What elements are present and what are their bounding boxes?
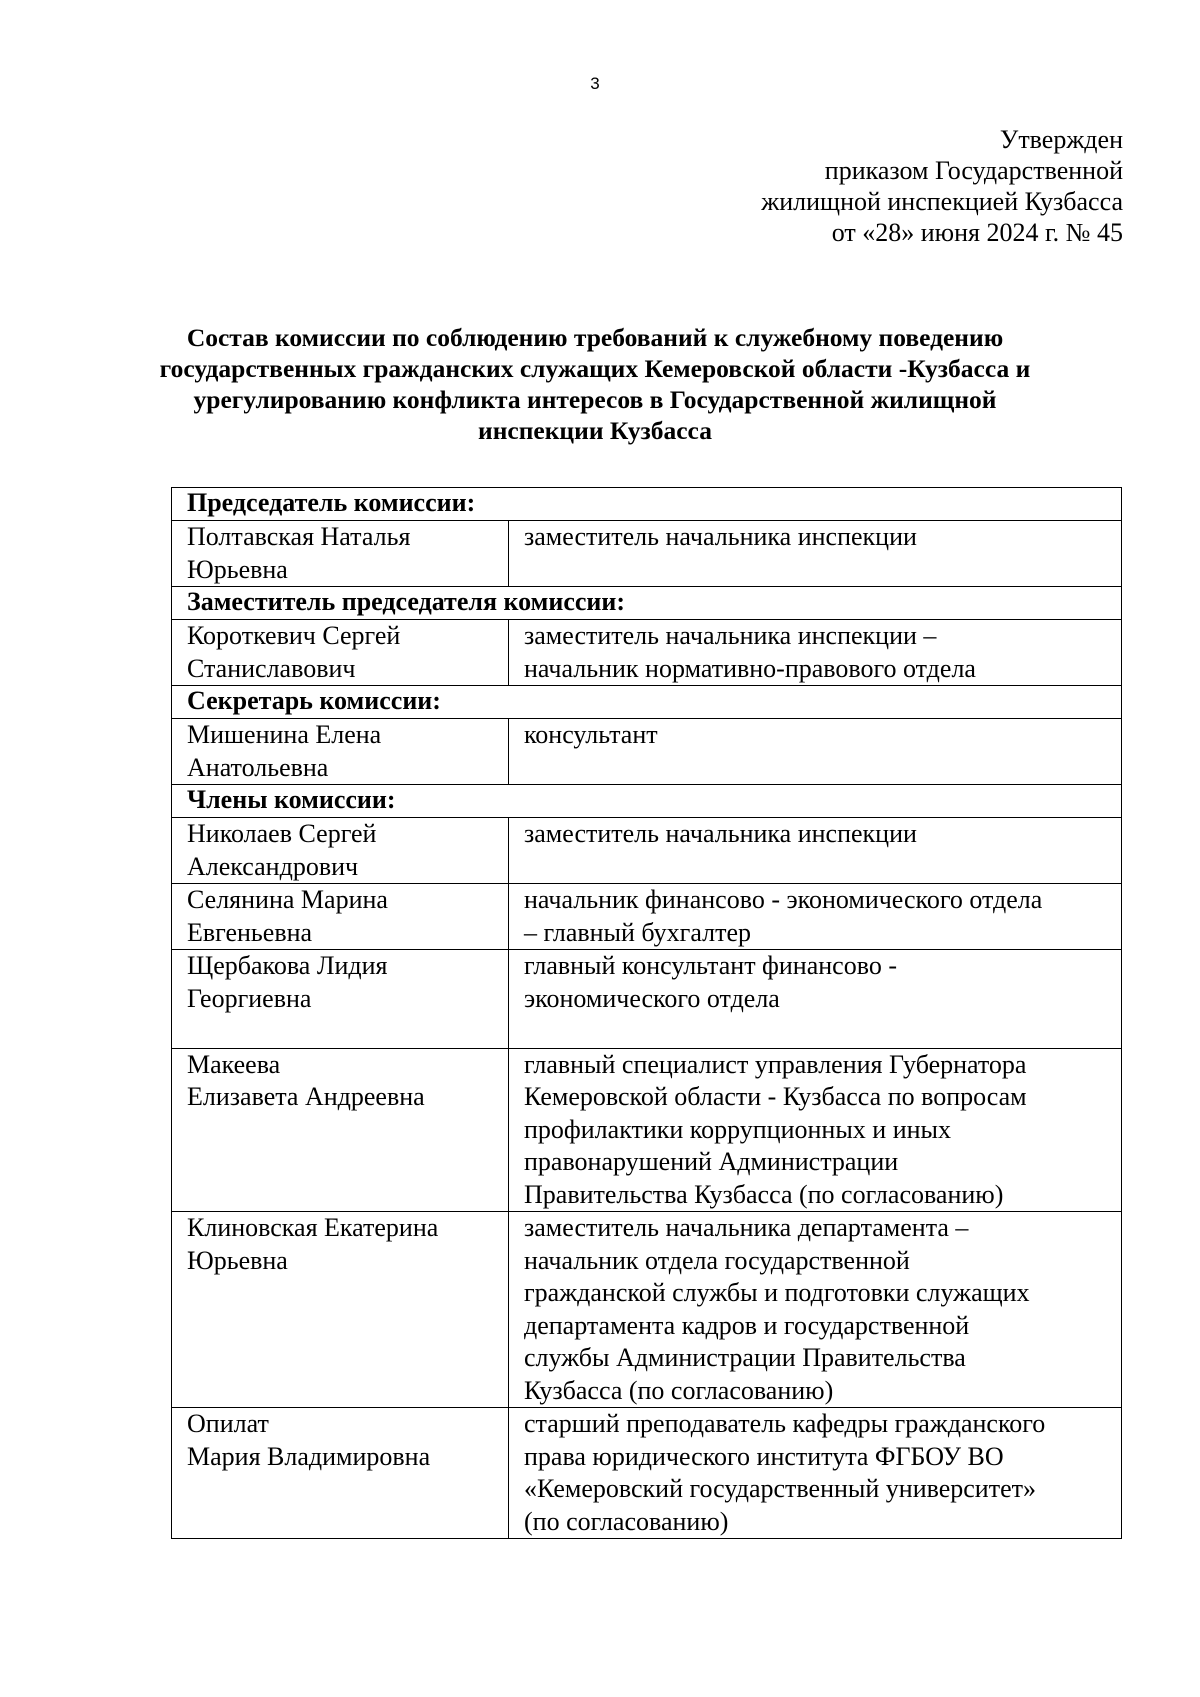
commission-table-body (172, 488, 1122, 1539)
member-position-line: заместитель начальника инспекции (524, 819, 917, 848)
approval-line: жилищной инспекцией Кузбасса (761, 187, 1123, 216)
member-name-line: Николаев Сергей (187, 819, 377, 848)
member-position-line: начальник нормативно-правового отдела (524, 653, 976, 683)
member-position (509, 1048, 1122, 1212)
approval-block (761, 124, 1123, 248)
member-name-line: Евгеньевна (187, 917, 313, 947)
section-header-row (172, 488, 1122, 521)
member-position (509, 884, 1122, 950)
section-heading: Члены комиссии: (172, 785, 1122, 818)
member-name-line: Станиславович (187, 653, 356, 683)
member-name-line: Юрьевна (187, 554, 288, 584)
member-position-line: «Кемеровский государственный университет» (524, 1474, 1036, 1503)
member-row (172, 1212, 1122, 1408)
member-row (172, 719, 1122, 785)
member-position-line: (по согласованию) (524, 1506, 729, 1536)
member-name (172, 1048, 509, 1212)
member-position-line: консультант (524, 720, 658, 749)
member-position (509, 950, 1122, 1049)
approval-line: от «28» июня 2024 г. № 45 (831, 218, 1123, 247)
section-heading: Заместитель председателя комиссии: (172, 587, 1122, 620)
member-name (172, 719, 509, 785)
member-name-line: Щербакова Лидия (187, 951, 388, 980)
document-title (100, 322, 1090, 446)
member-name-line: Анатольевна (187, 752, 329, 782)
member-position-line: заместитель начальника департамента – (524, 1213, 969, 1242)
member-name-line: Мишенина Елена (187, 720, 382, 749)
member-name (172, 818, 509, 884)
member-name-line: Полтавская Наталья (187, 522, 411, 551)
member-name (172, 1408, 509, 1539)
section-header-row (172, 587, 1122, 620)
member-name-line: Клиновская Екатерина (187, 1213, 439, 1242)
member-position (509, 620, 1122, 686)
title-line: инспекции Кузбасса (478, 416, 712, 445)
member-name-line: Макеева (187, 1049, 281, 1079)
member-position-line: главный специалист управления Губернатора (524, 1049, 1027, 1079)
member-position-line: службы Администрации Правительства (524, 1343, 966, 1372)
member-position-line: старший преподаватель кафедры гражданского (524, 1409, 1046, 1438)
member-name-line: Елизавета Андреевна (187, 1082, 425, 1111)
member-name (172, 950, 509, 1049)
member-position-line: правонарушений Администрации (524, 1147, 899, 1176)
member-position-line: Кемеровской области - Кузбасса по вопросам (524, 1082, 1027, 1111)
member-name-line: Мария Владимировна (187, 1441, 431, 1471)
member-position-line (524, 1015, 1121, 1048)
title-line: Состав комиссии по соблюдению требований к служебному поведению (186, 323, 1004, 352)
member-row (172, 1048, 1122, 1212)
approval-line: приказом Государственной (824, 156, 1123, 185)
member-name (172, 620, 509, 686)
member-position-line: экономического отдела (524, 983, 780, 1013)
member-position (509, 1212, 1122, 1408)
member-position (509, 719, 1122, 785)
member-row (172, 521, 1122, 587)
member-position (509, 521, 1122, 587)
page-number: 3 (590, 74, 600, 93)
member-position-line: профилактики коррупционных и иных (524, 1114, 952, 1144)
member-row (172, 1408, 1122, 1539)
member-name (172, 884, 509, 950)
member-name (172, 1212, 509, 1408)
member-position-line: заместитель начальника инспекции – (524, 621, 937, 650)
member-position (509, 1408, 1122, 1539)
member-row (172, 620, 1122, 686)
member-position-line: права юридического института ФГБОУ ВО (524, 1441, 1004, 1471)
approval-line: Утвержден (999, 125, 1123, 154)
member-position-line: Правительства Кузбасса (по согласованию) (524, 1179, 1004, 1209)
member-position-line: гражданской службы и подготовки служащих (524, 1278, 1030, 1307)
member-row (172, 818, 1122, 884)
member-position-line: начальник отдела государственной (524, 1245, 910, 1275)
section-header-row (172, 785, 1122, 818)
member-name (172, 521, 509, 587)
member-name-line: Александрович (187, 851, 359, 881)
member-position-line: начальник финансово - экономического отдела (524, 885, 1043, 914)
member-name-line: Георгиевна (187, 983, 312, 1013)
title-line: урегулированию конфликта интересов в Государственной жилищной (193, 385, 997, 414)
member-row (172, 884, 1122, 950)
member-name-line: Опилат (187, 1409, 269, 1438)
member-position (509, 818, 1122, 884)
member-position-line: департамента кадров и государственной (524, 1310, 970, 1340)
section-header-row (172, 686, 1122, 719)
member-position-line: заместитель начальника инспекции (524, 522, 917, 551)
member-position-line: главный консультант финансово - (524, 951, 897, 980)
member-row (172, 950, 1122, 1049)
member-name-line: Юрьевна (187, 1245, 288, 1275)
member-position-line: Кузбасса (по согласованию) (524, 1375, 834, 1405)
member-name-line: Селянина Марина (187, 885, 388, 914)
member-position-line: – главный бухгалтер (524, 917, 751, 947)
section-heading: Секретарь комиссии: (172, 686, 1122, 719)
commission-table (171, 487, 1122, 1539)
member-name-line: Короткевич Сергей (187, 621, 401, 650)
section-heading: Председатель комиссии: (172, 488, 1122, 521)
title-line: государственных гражданских служащих Кемеровской области -Кузбасса и (159, 354, 1031, 383)
